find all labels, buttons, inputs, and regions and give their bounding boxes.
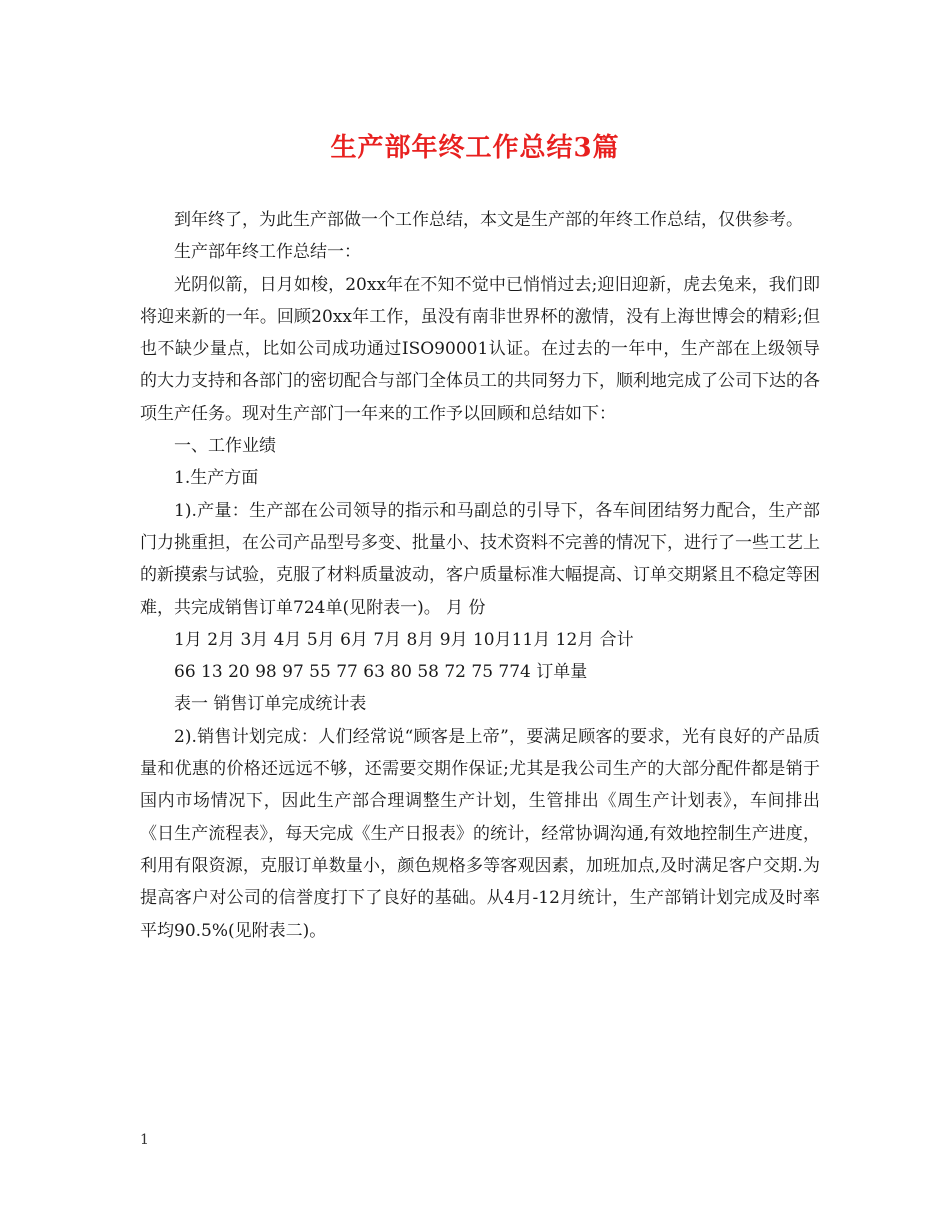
heading-production: 1.生产方面 bbox=[174, 468, 259, 489]
section-heading-summary-one: 生产部年终工作总结一： bbox=[174, 242, 361, 263]
heading-work-performance: 一、工作业绩 bbox=[174, 436, 276, 457]
sales-plan-paragraph: 2).销售计划完成：人们经常说“顾客是上帝”，要满足顾客的要求，光有良好的产品质量和优惠的价格还远远不够，还需要交期作保证;尤其是我公司生产的大部分配件都是销于国内市场情况下，因此生产部合理调整生产计划，生管排出《周生产计划表》，车间排出《日生产流程表》，每天完成《生产日报表》的统计，经常协调沟通,有效地控制生产进度，利用有限资源，克服订单数量小，颜色规格多等客观因素，加班加点,及时满足客户交期.为提高客户对公司的信誉度打下了良好的基础。从4月-12月统计，生产部销计划完成及时率平均90.5%(见附表二)。 bbox=[140, 726, 820, 941]
document-body bbox=[140, 204, 820, 947]
intro-paragraph: 到年终了，为此生产部做一个工作总结，本文是生产部的年终工作总结，仅供参考。 bbox=[174, 210, 803, 230]
output-paragraph: 1).产量：生产部在公司领导的指示和马副总的引导下，各车间团结努力配合，生产部门力挑重担，在公司产品型号多变、批量小、技术资料不完善的情况下，进行了一些工艺上的新摸索与试验，克服了材料质量波动，客户质量标准大幅提高、订单交期紧且不稳定等困难，共完成销售订单724单(见附表一)。 月 份 bbox=[140, 500, 820, 618]
review-paragraph: 光阴似箭，日月如梭，20xx年在不知不觉中已悄悄过去;迎旧迎新，虎去兔来，我们即将迎来新的一年。回顾20xx年工作，虽没有南非世界杯的激情，没有上海世博会的精彩;但也不缺少量点，比如公司成功通过ISO90001认证。在过去的一年中，生产部在上级领导的大力支持和各部门的密切配合与部门全体员工的共同努力下，顺利地完成了公司下达的各项生产任务。现对生产部门一年来的工作予以回顾和总结如下： bbox=[140, 274, 820, 424]
page-number: 1 bbox=[140, 1132, 149, 1148]
table-caption: 表一 销售订单完成统计表 bbox=[174, 694, 367, 715]
table-months-row: 1月 2月 3月 4月 5月 6月 7月 8月 9月 10月11月 12月 合计 bbox=[174, 629, 634, 650]
document-title: 生产部年终工作总结3篇 bbox=[330, 133, 620, 163]
table-values-row: 66 13 20 98 97 55 77 63 80 58 72 75 774 订单量 bbox=[174, 662, 588, 683]
